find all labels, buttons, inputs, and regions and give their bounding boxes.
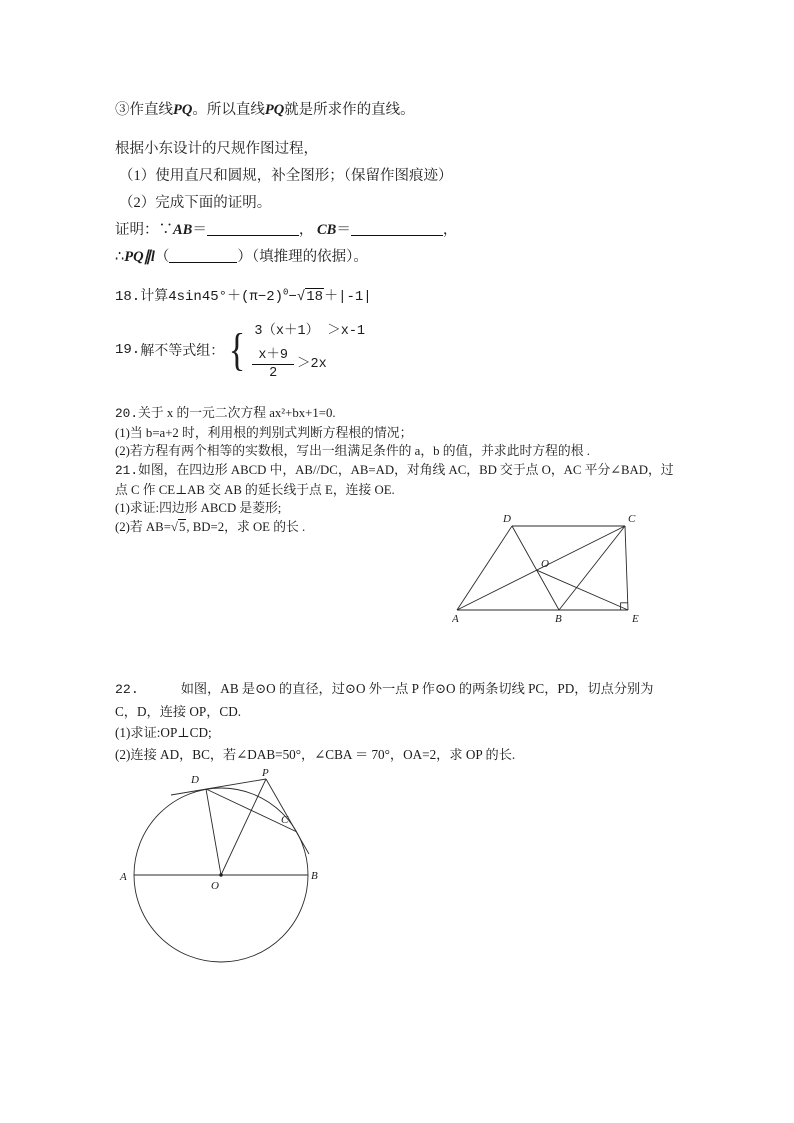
q21-part-1: (1)求证:四边形 ABCD 是菱形; <box>115 501 282 515</box>
proof2-open-paren: （ <box>154 249 170 265</box>
q21-figure-svg <box>452 510 646 626</box>
question-18 <box>115 285 372 305</box>
q22-line-1 <box>115 678 653 701</box>
proof2-close-paren: ） <box>237 249 252 265</box>
q20-stem: 关于 x 的一元二次方程 ax²+bx+1=0. <box>138 406 336 420</box>
q22-label-O: O <box>211 880 219 892</box>
q19-inequality-1: 3（x＋1） ＞x-1 <box>254 324 366 339</box>
construction-item1: （1）使用直尺和圆规，补全图形；（保留作图痕迹） <box>119 168 453 184</box>
q22-number: 22. <box>115 682 139 697</box>
q19-fraction-numerator: x＋9 <box>252 342 294 365</box>
proof2-parallel-symbol: ∥ <box>143 249 151 265</box>
q20-line-1 <box>115 404 590 424</box>
q18-expr-tail: ＋|-1| <box>324 289 372 305</box>
q21-label-A: A <box>452 613 459 625</box>
proof-line-2 <box>115 244 457 271</box>
q21-label-E: E <box>632 613 639 625</box>
proof1-prefix: 证明：∵ <box>115 222 173 238</box>
q21-sqrt <box>171 519 186 534</box>
q19-inequality-2-tail: ＞2x <box>297 357 327 372</box>
proof-line-1 <box>115 217 457 244</box>
q21-label-B: B <box>555 613 562 625</box>
q21-part2-tail: , BD=2，求 OE 的长 . <box>186 519 306 534</box>
proof1-eq1: ＝ <box>192 222 207 238</box>
q22-line-2: C，D，连接 OP，CD. <box>115 703 242 719</box>
q22-segment-OP <box>221 779 266 875</box>
q21-segment-CE <box>625 526 628 610</box>
step3-var-pq2: PQ <box>264 102 285 118</box>
step3-text-mid: 。所以直线 <box>192 102 265 118</box>
q22-radius-OD <box>206 789 221 875</box>
q21-radical-sign: √ <box>170 519 178 534</box>
q21-side-AD <box>457 526 512 610</box>
q20-part-1: (1)当 b=a+2 时，利用根的判别式判断方程根的情况； <box>115 425 413 440</box>
q22-label-D: D <box>191 774 199 786</box>
q22-stem-1: 如图，AB 是⊙O 的直径，过⊙O 外一点 P 作⊙O 的两条切线 PC，PD，切点分别为 <box>180 681 654 696</box>
proof2-prefix: ∴ <box>115 249 125 265</box>
proof1-var-ab: AB <box>173 222 193 238</box>
q21-side-BC <box>559 526 625 610</box>
q19-fraction <box>252 342 294 381</box>
step3-var-pq1: PQ <box>173 102 193 118</box>
question-20 <box>115 404 590 461</box>
q19-system-brace: { <box>228 323 246 375</box>
q19-fraction-denominator: 2 <box>269 366 278 381</box>
q22-part-1: (1)求证:OP⊥CD; <box>115 725 212 740</box>
q22-figure-circle <box>118 768 320 968</box>
answer-blank-ab <box>207 221 299 236</box>
q21-part2-pre: (2)若 AB= <box>115 519 171 534</box>
q18-number: 18. <box>115 289 141 305</box>
q21-figure-rhombus <box>452 510 646 626</box>
q21-stem-1: 如图，在四边形 ABCD 中，AB//DC，AB=AD，对角线 AC，BD 交于点 O，AC 平分∠BAD，过 <box>138 463 674 477</box>
construction-block <box>115 136 457 271</box>
q20-number: 20. <box>115 406 139 421</box>
q21-right-angle-mark <box>621 603 628 610</box>
construction-intro: 根据小东设计的尺规作图过程， <box>115 141 318 157</box>
q21-label-C: C <box>628 513 636 525</box>
q22-part-2: (2)连接 AD，BC，若∠DAB=50°，∠CBA ＝ 70°，OA=2，求 OP 的长. <box>115 746 516 762</box>
q21-label-O: O <box>541 558 549 570</box>
proof2-var-pq: PQ <box>124 249 144 265</box>
q19-inequality-system <box>252 318 365 381</box>
step3-text-post: 就是所求作的直线。 <box>284 102 415 118</box>
proof1-var-cb: CB <box>316 222 337 238</box>
q21-diagonal-DB <box>512 526 559 610</box>
q21-line-2: 点 C 作 CE⊥AB 交 AB 的延长线于点 E，连接 OE. <box>115 482 395 497</box>
proof2-var-l: l <box>150 249 155 265</box>
answer-blank-cb <box>351 221 443 236</box>
q19-number: 19. <box>115 341 141 358</box>
step3-text-pre: ③作直线 <box>115 102 173 118</box>
answer-blank-reason <box>169 248 237 263</box>
q22-figure-svg <box>118 768 320 968</box>
question-19 <box>115 318 365 381</box>
q20-part-2: (2)若方程有两个相等的实数根，写出一组满足条件的 a，b 的值，并求此时方程的根 . <box>115 444 590 458</box>
q21-label-D: D <box>503 513 511 525</box>
q22-label-P: P <box>262 768 269 779</box>
q22-label-A: A <box>120 871 127 883</box>
q22-center-dot <box>219 873 222 876</box>
proof1-comma1: ， <box>298 222 314 238</box>
q18-expression <box>140 289 371 304</box>
q18-radical-sign: √ <box>296 289 306 305</box>
q18-expr-pre: 计算4sin45°＋(π−2) <box>140 289 284 305</box>
q18-exponent: 0 <box>283 287 289 298</box>
q18-sqrt <box>297 288 324 305</box>
q22-label-C: C <box>281 814 289 826</box>
q18-minus: − <box>288 289 297 305</box>
q19-lead: 解不等式组： <box>140 343 225 359</box>
q18-radicand: 18 <box>306 289 324 305</box>
q21-number: 21. <box>115 463 139 478</box>
q21-line-1 <box>115 461 674 481</box>
proof1-comma2: ， <box>442 222 458 238</box>
q21-segment-OE <box>537 570 628 610</box>
q22-tangent-PD <box>171 779 266 795</box>
proof1-eq2: ＝ <box>336 222 351 238</box>
proof2-tail: （填推理的依据）。 <box>251 249 368 265</box>
construction-step3-line <box>115 97 415 124</box>
q22-label-B: B <box>311 870 318 882</box>
question-22 <box>115 678 653 765</box>
construction-item2: （2）完成下面的证明。 <box>119 195 272 211</box>
q21-radicand: 5 <box>178 519 186 534</box>
q19-inequality-2 <box>252 342 365 381</box>
